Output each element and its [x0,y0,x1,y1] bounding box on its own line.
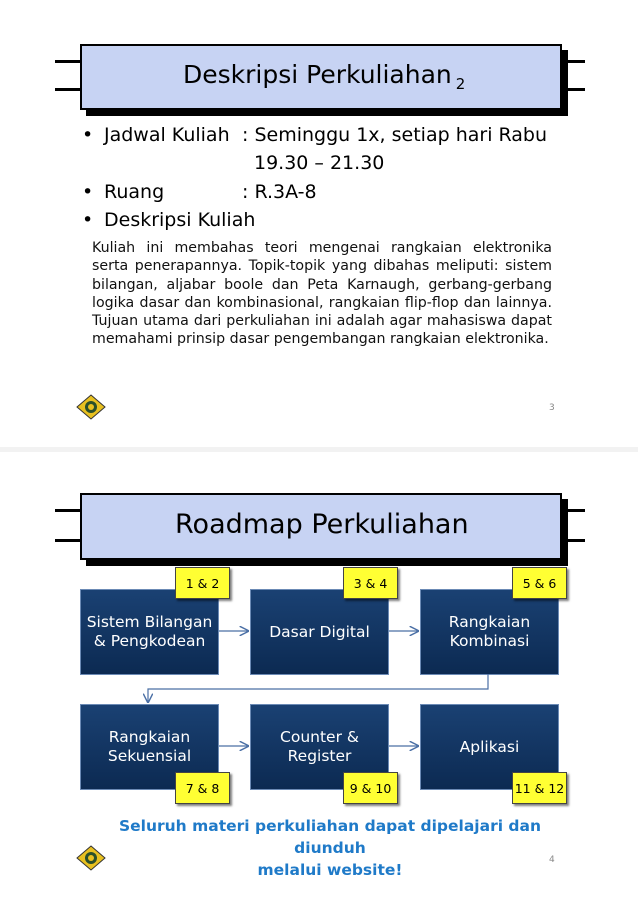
box-line2: & Pengkodean [93,632,206,650]
box-line1: Dasar Digital [269,622,370,641]
slide-title-sub: 2 [455,75,466,93]
box-line2: Register [287,747,352,765]
session-note-5-6: 5 & 6 [512,567,567,599]
bullet-label: Deskripsi Kuliah [104,209,256,231]
box-line2: Sekuensial [107,747,192,765]
session-note-7-8: 7 & 8 [175,772,230,804]
box-line1: Rangkaian [108,728,191,746]
footer-line1: Seluruh materi perkuliahan dapat dipelajari dan diunduh [118,817,542,857]
session-note-1-2: 1 & 2 [175,567,230,599]
bullet-label: Ruang [104,181,165,203]
slide-title: Roadmap Perkuliahan [175,509,469,540]
session-note-9-10: 9 & 10 [343,772,398,804]
footer-line2: melalui website! [257,861,403,879]
bullet-value: : Seminggu 1x, setiap hari Rabu [242,124,548,146]
slide-title-text: Deskripsi Perkuliahan [183,60,452,89]
bullet-dot: • [82,124,94,146]
footer-message [100,815,560,881]
session-note-3-4: 3 & 4 [343,567,398,599]
arrow-3-to-4 [148,674,488,702]
box-line1: Rangkaian [448,613,531,631]
bullet-dot: • [82,181,94,203]
box-line2: Kombinasi [449,632,530,650]
box-line1: Aplikasi [459,737,520,756]
page-number: 3 [549,403,555,413]
box-line1: Sistem Bilangan [86,613,213,631]
bullet-value-2: 19.30 – 21.30 [254,152,385,174]
bullet-value: : R.3A-8 [242,181,317,203]
bullet-label: Jadwal Kuliah [104,124,230,146]
box-line1: Counter & [280,728,359,746]
bullet-dot: • [82,209,94,231]
session-note-11-12: 11 & 12 [512,772,567,804]
description-paragraph: Kuliah ini membahas teori mengenai rangkaian elektronika serta penerapannya. Topik-topik yang dibahas meliputi: sistem bilangan, aljabar boole dan Peta Karnaugh, gerbang-gerbang logika dasar dan kombinasional, rangkaian flip-flop dan lainnya. Tujuan utama dari perkuliahan ini adalah agar mahasiswa dapat memahami prinsip dasar pengembangan rangkaian elektronika. [92,240,552,348]
university-logo [76,845,106,871]
page-number: 4 [549,855,555,865]
